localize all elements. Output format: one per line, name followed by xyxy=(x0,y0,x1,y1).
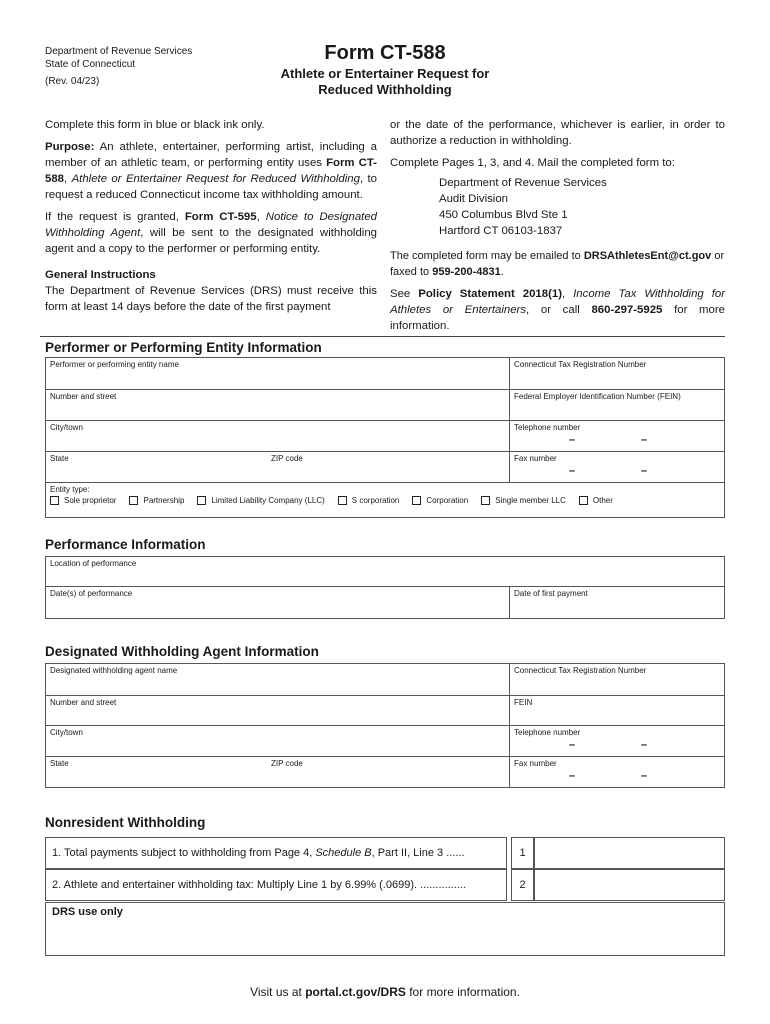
field-label: Date of first payment xyxy=(514,589,588,598)
first-payment-date-field[interactable] xyxy=(510,587,725,619)
intro-right-column xyxy=(390,117,725,334)
entity-type-options xyxy=(50,496,720,505)
address-line: Department of Revenue Services xyxy=(439,177,607,189)
field-label: Designated withholding agent name xyxy=(50,666,178,675)
performer-phone-field[interactable] xyxy=(510,421,725,452)
entity-corporation[interactable] xyxy=(412,496,468,505)
address-line: 450 Columbus Blvd Ste 1 xyxy=(439,209,568,221)
footer xyxy=(0,985,770,999)
performance-location-field[interactable] xyxy=(46,557,725,587)
checkbox[interactable] xyxy=(129,496,138,505)
field-label: Number and street xyxy=(50,698,117,707)
field-label: Date(s) of performance xyxy=(50,589,133,598)
footer-text: Visit us at xyxy=(250,985,306,999)
email-text: The completed form may be emailed to xyxy=(390,250,584,262)
field-label: Fax number xyxy=(514,454,557,463)
intro-left-column xyxy=(45,117,377,315)
agent-ct-reg-field[interactable] xyxy=(510,664,725,696)
checkbox[interactable] xyxy=(481,496,490,505)
purpose-paragraph xyxy=(45,139,377,203)
agent-fax-field[interactable] xyxy=(510,757,725,788)
state-label: State xyxy=(50,759,69,768)
phone-dash: – xyxy=(569,434,576,446)
field-label: Connecticut Tax Registration Number xyxy=(514,666,647,675)
more-info-text: for more information. xyxy=(390,304,725,332)
nonresident-section-title: Nonresident Withholding xyxy=(45,815,206,830)
schedule-ref: Schedule B xyxy=(315,847,372,859)
checkbox[interactable] xyxy=(197,496,206,505)
section-divider xyxy=(40,336,725,337)
ink-instruction: Complete this form in blue or black ink only. xyxy=(45,119,265,131)
revision-date: (Rev. 04/23) xyxy=(45,76,100,87)
fax-dash: – xyxy=(569,770,576,782)
field-label: Performer or performing entity name xyxy=(50,360,179,369)
fax-dash: – xyxy=(569,465,576,477)
line-1-number: 1 xyxy=(511,837,534,869)
option-label: Sole proprietor xyxy=(64,496,117,505)
entity-type-field xyxy=(46,483,725,518)
purpose-text-end: , to request a reduced Connecticut income tax withholding amount. xyxy=(45,173,377,201)
granted-text: If the request is granted, xyxy=(45,211,185,223)
granted-form-ref: Form CT-595 xyxy=(184,211,257,223)
dept-name: Department of Revenue Services xyxy=(45,46,193,57)
line-1-amount-input[interactable] xyxy=(534,837,725,869)
line-text-end: , Part II, Line 3 ...... xyxy=(371,847,465,859)
phone-dash: – xyxy=(641,739,648,751)
fax-dash: – xyxy=(641,465,648,477)
address-line: Hartford CT 06103-1837 xyxy=(439,225,563,237)
call-text: , or call xyxy=(526,304,592,316)
entity-llc[interactable] xyxy=(197,496,324,505)
performer-section-title: Performer or Performing Entity Information xyxy=(45,340,322,355)
performance-section-title: Performance Information xyxy=(45,537,206,552)
granted-text-end: , will be sent to the designated withholding agent and a copy to the performer or performing entity. xyxy=(45,227,377,255)
field-label: Number and street xyxy=(50,392,117,401)
field-label: Connecticut Tax Registration Number xyxy=(514,360,647,369)
purpose-form-ref: Form CT-588 xyxy=(45,157,377,185)
footer-text-end: for more information. xyxy=(405,985,520,999)
agent-section-title: Designated Withholding Agent Information xyxy=(45,644,319,659)
nonresident-line-1 xyxy=(45,837,725,869)
entity-type-label: Entity type: xyxy=(50,485,90,494)
granted-form-name: Notice to Designated Withholding Agent xyxy=(45,211,377,239)
granted-sep: , xyxy=(256,211,266,223)
mailing-address xyxy=(390,175,725,239)
option-label: Corporation xyxy=(426,496,469,505)
policy-sep: , xyxy=(562,288,574,300)
line-text: 1. Total payments subject to withholding from Page 4, xyxy=(52,847,316,859)
field-label: Fax number xyxy=(514,759,557,768)
performer-city-field[interactable] xyxy=(46,421,510,452)
policy-name: Income Tax Withholding for Athletes or Entertainers xyxy=(390,288,725,316)
line-2-number: 2 xyxy=(511,869,534,901)
line-2-label: 2. Athlete and entertainer withholding tax: Multiply Line 1 by 6.99% (.0699). ............... xyxy=(45,869,507,901)
department-block xyxy=(45,45,192,88)
line-2-amount-input[interactable] xyxy=(534,869,725,901)
field-label: FEIN xyxy=(514,698,533,707)
performer-street-field[interactable] xyxy=(46,390,510,421)
email-paragraph xyxy=(390,248,725,280)
entity-other[interactable] xyxy=(579,496,613,505)
performer-fax-field[interactable] xyxy=(510,452,725,483)
performance-dates-field[interactable] xyxy=(46,587,510,619)
field-label: Federal Employer Identification Number (FEIN) xyxy=(514,392,681,401)
checkbox[interactable] xyxy=(50,496,59,505)
form-title: Form CT-588 xyxy=(324,42,446,64)
policy-paragraph xyxy=(390,286,725,334)
performer-name-field[interactable] xyxy=(46,358,510,390)
zip-label: ZIP code xyxy=(271,759,303,768)
entity-sole-proprietor[interactable] xyxy=(50,496,116,505)
footer-link[interactable]: portal.ct.gov/DRS xyxy=(305,985,406,999)
entity-s-corporation[interactable] xyxy=(338,496,400,505)
performance-table xyxy=(45,556,725,619)
purpose-form-name: Athlete or Entertainer Request for Reduced Withholding xyxy=(71,173,360,185)
line-1-label xyxy=(45,837,507,869)
checkbox[interactable] xyxy=(412,496,421,505)
fax-text: or faxed to xyxy=(390,250,725,278)
fax-dash: – xyxy=(641,770,648,782)
phone-dash: – xyxy=(569,739,576,751)
field-label: City/town xyxy=(50,728,83,737)
agent-phone-field[interactable] xyxy=(510,726,725,757)
address-line: Audit Division xyxy=(439,193,509,205)
agent-street-field[interactable] xyxy=(46,696,510,726)
field-label: Telephone number xyxy=(514,423,581,432)
performer-fein-field[interactable] xyxy=(510,390,725,421)
entity-single-member-llc[interactable] xyxy=(481,496,566,505)
see-text: See xyxy=(390,288,419,300)
complete-pages-text: Complete Pages 1, 3, and 4. Mail the completed form to: xyxy=(390,157,675,169)
general-instructions-text: The Department of Revenue Services (DRS) must receive this form at least 14 days before the date of the first payment xyxy=(45,285,377,313)
zip-label: ZIP code xyxy=(271,454,303,463)
continued-text: or the date of the performance, whichever is earlier, in order to authorize a reduction in withholding. xyxy=(390,119,725,147)
option-label: Limited Liability Company (LLC) xyxy=(211,496,325,505)
performer-ct-reg-field[interactable] xyxy=(510,358,725,390)
drs-use-only-box xyxy=(45,902,725,956)
field-label: City/town xyxy=(50,423,83,432)
phone-number: 860-297-5925 xyxy=(591,304,663,316)
phone-dash: – xyxy=(641,434,648,446)
field-label: Location of performance xyxy=(50,559,137,568)
subtitle-line2: Reduced Withholding xyxy=(318,82,452,97)
option-label: Partnership xyxy=(143,496,185,505)
performer-table xyxy=(45,357,725,518)
agent-name-field[interactable] xyxy=(46,664,510,696)
general-instructions-heading: General Instructions xyxy=(45,269,156,281)
option-label: S corporation xyxy=(351,496,400,505)
checkbox[interactable] xyxy=(579,496,588,505)
entity-partnership[interactable] xyxy=(129,496,184,505)
fax-number: 959-200-4831 xyxy=(432,266,501,278)
drs-use-label: DRS use only xyxy=(52,906,123,918)
agent-table xyxy=(45,663,725,788)
nonresident-line-2 xyxy=(45,869,725,901)
option-label: Other xyxy=(592,496,613,505)
form-subtitle xyxy=(250,66,520,98)
state-name: State of Connecticut xyxy=(45,59,136,70)
purpose-sep: , xyxy=(64,173,72,185)
agent-fein-field[interactable] xyxy=(510,696,725,726)
checkbox[interactable] xyxy=(338,496,347,505)
agent-city-field[interactable] xyxy=(46,726,510,757)
period: . xyxy=(500,266,504,278)
state-label: State xyxy=(50,454,69,463)
option-label: Single member LLC xyxy=(495,496,566,505)
granted-paragraph xyxy=(45,209,377,257)
purpose-text: An athlete, entertainer, performing artist, including a member of an athletic team, or performing entity uses xyxy=(45,141,377,169)
agent-state-zip-field[interactable] xyxy=(46,757,510,788)
subtitle-line1: Athlete or Entertainer Request for xyxy=(280,66,490,81)
performer-state-zip-field[interactable] xyxy=(46,452,510,483)
field-label: Telephone number xyxy=(514,728,581,737)
email-address[interactable]: DRSAthletesEnt@ct.gov xyxy=(583,250,712,262)
policy-ref: Policy Statement 2018(1) xyxy=(418,288,563,300)
purpose-label: Purpose: xyxy=(45,141,95,153)
